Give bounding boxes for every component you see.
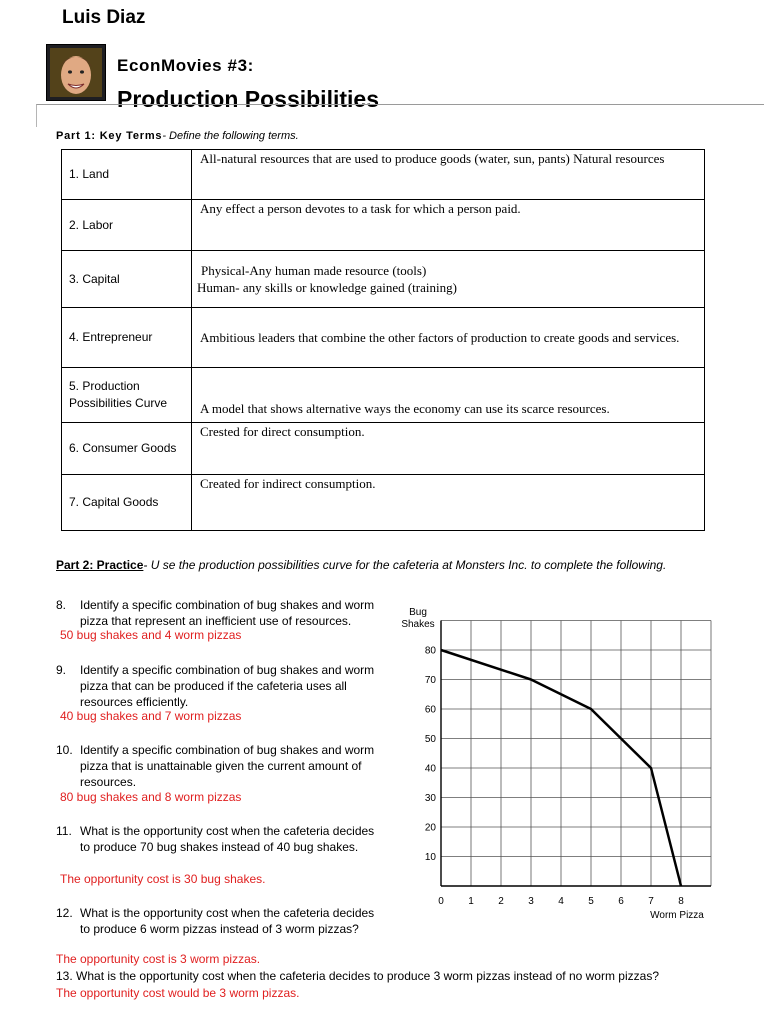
part1-instruction: - Define the following terms. (162, 130, 299, 142)
question-text: resources. (80, 775, 137, 789)
y-axis-label: Bug (409, 607, 427, 618)
definition-cell: A model that shows alternative ways the economy can use its scarce resources. (192, 368, 705, 423)
x-tick-label: 3 (528, 896, 534, 907)
table-row (62, 475, 705, 531)
definition-cell: Created for indirect consumption. (192, 475, 705, 531)
y-tick-label: 50 (424, 734, 436, 745)
definition-cell: Any effect a person devotes to a task for which a person paid. (192, 200, 705, 251)
header-title: EconMovies #3: (117, 56, 254, 75)
definition-cell: All-natural resources that are used to produce goods (water, sun, pants) Natural resources (192, 150, 705, 200)
answer-9: 40 bug shakes and 7 worm pizzas (60, 709, 242, 723)
avatar (46, 44, 106, 101)
term-cell: 7. Capital Goods (62, 475, 192, 531)
chart-labels (401, 607, 704, 921)
header-subtitle: Production Possibilities (117, 86, 379, 108)
y-tick-label: 10 (424, 852, 436, 863)
x-tick-label: 4 (558, 896, 564, 907)
term-line: 5. Production (69, 379, 140, 393)
question-number: 11. (56, 824, 72, 838)
definition-cell: Ambitious leaders that combine the other factors of production to create goods and services. (192, 308, 705, 368)
answer-8: 50 bug shakes and 4 worm pizzas (60, 628, 242, 642)
x-tick-label: 6 (618, 896, 624, 907)
definition-cell (192, 251, 705, 308)
student-name: Luis Diaz (62, 7, 146, 28)
y-tick-label: 70 (424, 675, 436, 686)
y-tick-label: 30 (424, 793, 436, 804)
question-text: What is the opportunity cost when the cafeteria decides (80, 824, 375, 838)
question-text: pizza that represent an inefficient use of resources. (80, 614, 352, 628)
key-terms-table (61, 149, 705, 531)
y-tick-label: 60 (424, 704, 436, 716)
x-tick-label: 1 (468, 896, 474, 907)
header-divider (36, 104, 764, 127)
term-cell: 2. Labor (62, 200, 192, 251)
y-tick-label: 20 (424, 822, 436, 834)
term-cell: 4. Entrepreneur (62, 308, 192, 368)
part2-instruction: - U se the production possibilities curve for the cafeteria at Monsters Inc. to complete the following. (143, 558, 667, 572)
x-tick-label: 7 (648, 896, 654, 907)
question-text: What is the opportunity cost when the cafeteria decides (80, 906, 375, 920)
part1-label: Part 1: Key Terms (56, 130, 163, 142)
term-cell: 6. Consumer Goods (62, 423, 192, 475)
part2-label: Part 2: Practice (56, 558, 144, 572)
table-row (62, 251, 705, 308)
question-number: 13. (56, 969, 73, 983)
question-text: resources efficiently. (80, 695, 189, 709)
part1-heading (56, 130, 299, 142)
part2-heading (56, 558, 666, 572)
x-tick-label: 8 (678, 896, 684, 907)
definition-cell: Crested for direct consumption. (192, 423, 705, 475)
question-13 (56, 968, 756, 984)
table-row (62, 150, 705, 200)
question-text: pizza that can be produced if the cafeteria uses all (80, 679, 347, 693)
x-tick-label: 0 (438, 896, 444, 907)
avatar-image (47, 45, 105, 100)
question-10 (56, 742, 401, 790)
question-text: Identify a specific combination of bug shakes and worm (80, 663, 375, 677)
question-text: What is the opportunity cost when the cafeteria decides to produce 3 worm pizzas instead of no worm pizzas? (76, 969, 659, 983)
question-number: 12. (56, 906, 73, 920)
question-text: Identify a specific combination of bug shakes and worm (80, 743, 375, 757)
y-tick-label: 80 (424, 645, 436, 657)
table-row (62, 308, 705, 368)
question-text: to produce 6 worm pizzas instead of 3 worm pizzas? (80, 922, 359, 936)
y-axis-label: Shakes (401, 619, 435, 630)
term-line: Possibilities Curve (69, 396, 168, 410)
question-8 (56, 597, 401, 629)
question-text: to produce 70 bug shakes instead of 40 bug shakes. (80, 840, 359, 854)
term-cell: 3. Capital (62, 251, 192, 308)
question-text: pizza that is unattainable given the current amount of (80, 759, 362, 773)
x-tick-label: 2 (498, 896, 504, 907)
definition-line: Physical-Any human made resource (tools) (201, 263, 427, 278)
answer-11: The opportunity cost is 30 bug shakes. (60, 872, 266, 886)
y-tick-label: 40 (424, 763, 436, 775)
x-tick-label: 5 (588, 896, 594, 907)
question-number: 10. (56, 743, 73, 757)
question-11 (56, 823, 401, 855)
answer-13: The opportunity cost would be 3 worm pizzas. (56, 986, 300, 1000)
answer-10: 80 bug shakes and 8 worm pizzas (60, 790, 242, 804)
question-text: Identify a specific combination of bug shakes and worm (80, 598, 375, 612)
definition-line: Human- any skills or knowledge gained (training) (197, 280, 457, 295)
table-row (62, 423, 705, 475)
question-number: 8. (56, 598, 67, 612)
ppc-chart (395, 598, 725, 928)
question-9 (56, 662, 401, 710)
answer-12: The opportunity cost is 3 worm pizzas. (56, 952, 261, 966)
term-cell: 1. Land (62, 150, 192, 200)
question-12 (56, 905, 401, 937)
term-cell (62, 368, 192, 423)
question-number: 9. (56, 663, 67, 677)
table-row (62, 368, 705, 423)
table-row (62, 200, 705, 251)
x-axis-label: Worm Pizza (650, 910, 704, 921)
